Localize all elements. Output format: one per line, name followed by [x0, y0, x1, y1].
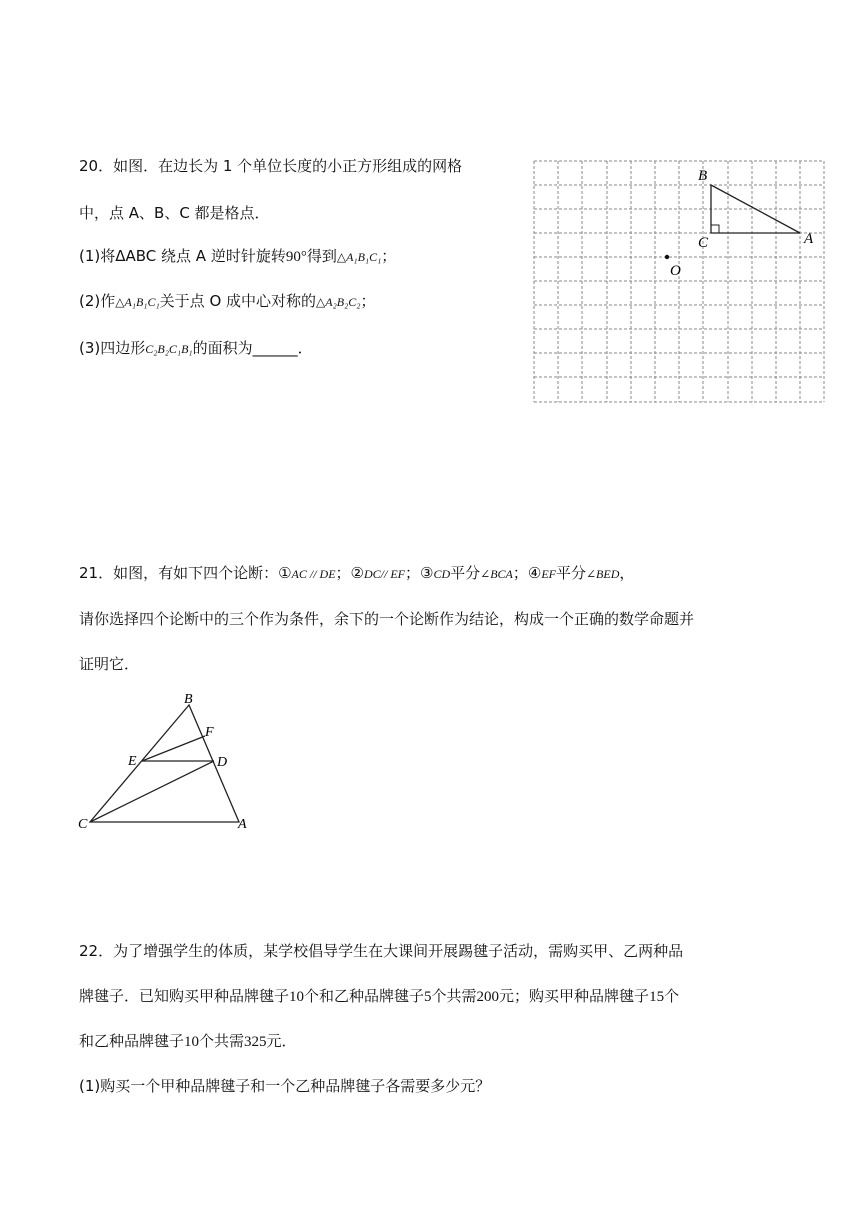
q21-l1-text: 21．如图，有如下四个论断：① — [79, 564, 292, 582]
q22-line-1: 22．为了增强学生的体质，某学校倡导学生在大课间开展踢毽子活动，需购买甲、乙两种品 — [79, 942, 684, 960]
q20-l4-text: (2)作 — [79, 292, 116, 310]
q20-l5-text: (3)四边形 — [79, 339, 146, 357]
q21-s4-ef: EF — [541, 567, 556, 581]
label-a: A — [804, 231, 814, 247]
q22-num-10b: 10 — [184, 1034, 200, 1050]
label-c: C — [698, 235, 709, 251]
q20-l4-text2: 关于点 O 成中心对称的 — [159, 292, 317, 310]
q21-s3-cd: CD — [433, 567, 451, 581]
q22-line-2 — [79, 986, 679, 1007]
q20-triangle-a2b2c2: △A₂B₂C₂ — [316, 295, 361, 309]
q20-angle: 90° — [285, 249, 307, 265]
label-o: O — [670, 263, 681, 279]
q21-sep1: ；② — [335, 564, 364, 582]
q22-l3-text-a: 和乙种品牌毽子 — [79, 1032, 185, 1050]
q20-l4-end: ； — [360, 292, 376, 310]
label-b: B — [698, 168, 708, 184]
q20-line-5 — [79, 338, 313, 359]
q21-s4-angle: ∠BED — [586, 567, 620, 581]
q20-quadrilateral: C₂B₂C₁B₁ — [145, 342, 193, 356]
q21-sep2: ；③ — [405, 564, 434, 582]
q20-line-1: 20．如图．在边长为 1 个单位长度的小正方形组成的网格 — [79, 157, 463, 175]
q22-num-10: 10 — [289, 989, 305, 1005]
q20-grid-figure — [530, 157, 828, 407]
q22-num-325: 325 — [244, 1034, 267, 1050]
q20-l3-end: ； — [381, 247, 397, 265]
label-a: A — [238, 817, 247, 832]
q21-statement-2: DC// EF — [364, 567, 405, 581]
q21-l1-end: ， — [619, 564, 635, 582]
point-o — [665, 255, 669, 259]
label-e: E — [128, 754, 137, 769]
q20-triangle-a1b1c1-ref: △A₁B₁C₁ — [115, 295, 160, 309]
q22-l3-text-c: 元． — [266, 1032, 297, 1050]
q22-l3-text-b: 个共需 — [199, 1032, 245, 1050]
label-c: C — [78, 817, 88, 832]
q22-line-3 — [79, 1031, 297, 1052]
q21-line-1 — [79, 563, 634, 584]
q21-line-2: 请你选择四个论断中的三个作为条件，余下的一个论断作为结论，构成一个正确的数学命题并 — [79, 610, 695, 628]
q20-line-2: 中，点 A、B、C 都是格点． — [79, 204, 270, 222]
q21-sep3: ；④ — [512, 564, 542, 582]
q20-l3-text2: 得到 — [306, 247, 337, 265]
grid-lines — [534, 161, 824, 402]
q21-s4-bisect: 平分 — [555, 564, 586, 582]
q22-line-4: (1)购买一个甲种品牌毽子和一个乙种品牌毽子各需要多少元？ — [79, 1077, 491, 1095]
q22-l2-text-e: 个 — [664, 987, 680, 1005]
q22-l2-text-b: 个和乙种品牌毽子 — [304, 987, 425, 1005]
q22-num-200: 200 — [476, 989, 500, 1005]
q20-line-3 — [79, 246, 396, 267]
q22-l2-text-d: 元；购买甲种品牌毽子 — [499, 987, 650, 1005]
label-d: D — [217, 755, 228, 770]
q20-line-4 — [79, 291, 375, 312]
q20-l5-text2: 的面积为______． — [192, 339, 313, 357]
q20-l3-text: (1)将ΔABC 绕点 A 逆时针旋转 — [79, 247, 286, 265]
q21-line-3: 证明它． — [79, 655, 140, 673]
q22-num-5: 5 — [424, 989, 432, 1005]
label-f: F — [205, 725, 214, 740]
q21-statement-1: AC // DE — [291, 567, 336, 581]
q22-l2-text-c: 个共需 — [431, 987, 477, 1005]
q22-l2-text-a: 牌毽子．已知购买甲种品牌毽子 — [79, 987, 290, 1005]
q20-triangle-a1b1c1: △A₁B₁C₁ — [336, 250, 382, 264]
q21-s3-bisect: 平分 — [450, 564, 481, 582]
label-b: B — [184, 692, 193, 707]
q21-triangle-figure — [74, 688, 264, 834]
q21-s3-angle: ∠BCA — [480, 567, 513, 581]
q22-num-15: 15 — [649, 989, 665, 1005]
